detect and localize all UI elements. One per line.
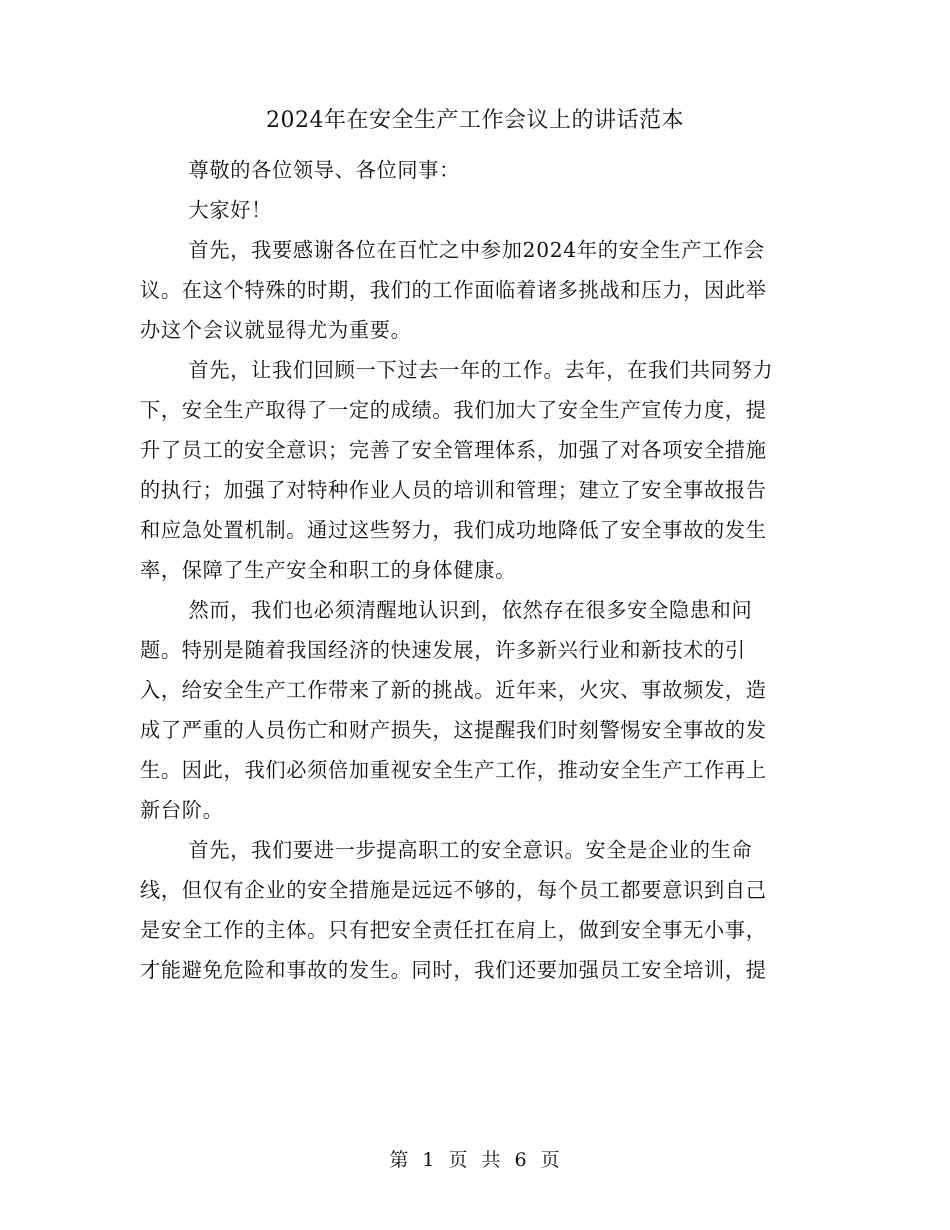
hello-paragraph bbox=[140, 190, 800, 230]
body-paragraph-3 bbox=[140, 590, 800, 830]
paragraph-line: 和应急处置机制。通过这些努力，我们成功地降低了安全事故的发生 bbox=[140, 518, 767, 542]
paragraph-line: 首先，让我们回顾一下过去一年的工作。去年，在我们共同努力 bbox=[188, 358, 774, 382]
paragraph-line: 生。因此，我们必须倍加重视安全生产工作，推动安全生产工作再上 bbox=[140, 758, 767, 782]
paragraph-line: 首先，我要感谢各位在百忙之中参加2024年的安全生产工作会 bbox=[188, 238, 765, 262]
paragraph-line: 办这个会议就显得尤为重要。 bbox=[140, 318, 412, 342]
paragraph-line: 题。特别是随着我国经济的快速发展，许多新兴行业和新技术的引 bbox=[140, 638, 746, 662]
paragraph-line: 议。在这个特殊的时期，我们的工作面临着诸多挑战和压力，因此举 bbox=[140, 278, 767, 302]
document-body bbox=[140, 150, 800, 990]
paragraph-line: 入，给安全生产工作带来了新的挑战。近年来，火灾、事故频发，造 bbox=[140, 678, 767, 702]
hello-line: 大家好！ bbox=[188, 198, 273, 222]
paragraph-line: 率，保障了生产安全和职工的身体健康。 bbox=[140, 558, 516, 582]
paragraph-line: 的执行；加强了对特种作业人员的培训和管理；建立了安全事故报告 bbox=[140, 478, 767, 502]
paragraph-line: 成了严重的人员伤亡和财产损失，这提醒我们时刻警惕安全事故的发 bbox=[140, 718, 767, 742]
paragraph-line: 新台阶。 bbox=[140, 798, 224, 822]
body-paragraph-1 bbox=[140, 230, 800, 350]
paragraph-line: 下，安全生产取得了一定的成绩。我们加大了安全生产宣传力度，提 bbox=[140, 398, 767, 422]
body-paragraph-4 bbox=[140, 830, 800, 990]
paragraph-line: 首先，我们要进一步提高职工的安全意识。安全是企业的生命 bbox=[188, 838, 753, 862]
paragraph-line: 然而，我们也必须清醒地认识到，依然存在很多安全隐患和问 bbox=[188, 598, 753, 622]
greeting-line: 尊敬的各位领导、各位同事： bbox=[188, 158, 461, 182]
page-number-footer: 第 1 页 共 6 页 bbox=[389, 1149, 561, 1171]
paragraph-line: 是安全工作的主体。只有把安全责任扛在肩上，做到安全事无小事， bbox=[140, 918, 767, 942]
document-title: 2024年在安全生产工作会议上的讲话范本 bbox=[266, 108, 684, 133]
body-paragraph-2 bbox=[140, 350, 800, 590]
paragraph-line: 才能避免危险和事故的发生。同时，我们还要加强员工安全培训，提 bbox=[140, 958, 767, 982]
paragraph-line: 线，但仅有企业的安全措施是远远不够的，每个员工都要意识到自己 bbox=[140, 878, 767, 902]
greeting-paragraph bbox=[140, 150, 800, 190]
paragraph-line: 升了员工的安全意识；完善了安全管理体系，加强了对各项安全措施 bbox=[140, 438, 767, 462]
